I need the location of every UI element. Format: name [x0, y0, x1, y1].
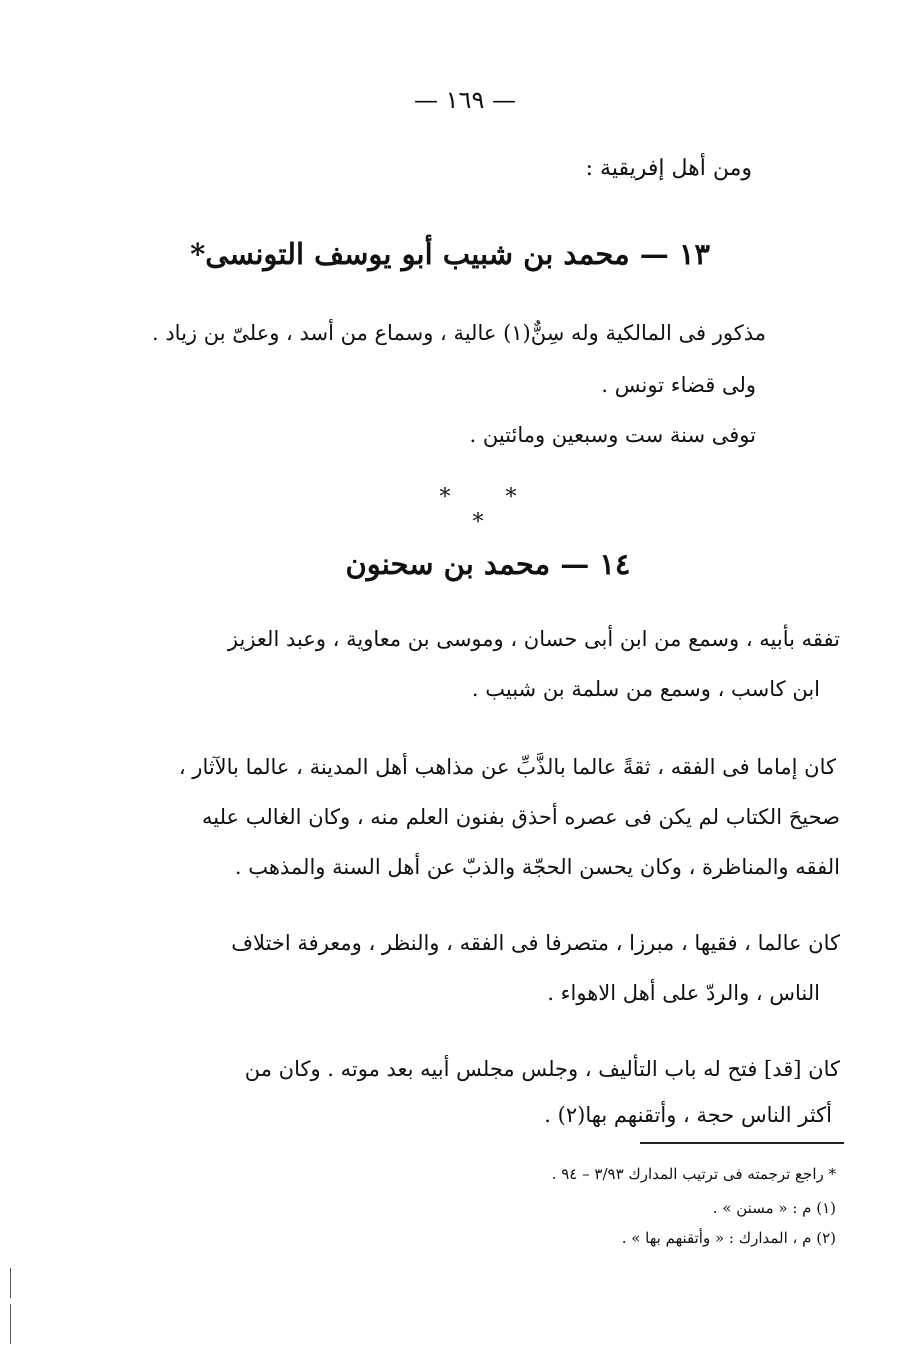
entry-14-line-4: صحيحَ الكتاب لم يكن فى عصره أحذق بفنون العلم منه ، وكان الغالب عليه [201, 805, 840, 829]
entry-14-line-1: تفقه بأبيه ، وسمع من ابن أبى حسان ، وموسى بن معاوية ، وعبد العزيز [227, 627, 840, 651]
entry-14-line-2: ابن كاسب ، وسمع من سلمة بن شبيب . [471, 677, 820, 701]
scan-margin-mark [10, 1268, 11, 1298]
footnote-rule [640, 1142, 844, 1144]
entry-14-line-6: كان عالما ، فقيها ، مبرزا ، متصرفا فى الفقه ، والنظر ، ومعرفة اختلاف [231, 931, 840, 955]
entry-14-heading: ١٤ — محمد بن سحنون [345, 547, 631, 581]
footnote-2: (٢) م ، المدارك : « وأتقنهم بها » . [621, 1229, 836, 1247]
intro-line: ومن أهل إفريقية : [585, 156, 752, 181]
scan-margin-mark [10, 1304, 11, 1344]
footnote-1: (١) م : « مسنن » . [712, 1199, 836, 1217]
section-separator: * * * [439, 485, 541, 535]
page-number: — ١٦٩ — [414, 86, 516, 114]
footnote-source: * راجع ترجمته فى ترتيب المدارك ٣/٩٣ – ٩٤ . [551, 1165, 836, 1183]
entry-14-line-9: أكثر الناس حجة ، وأتقنهم بها(٢) . [544, 1103, 832, 1127]
entry-13-line-1: مذكور فى المالكية وله سِنٌّ(١) عالية ، وسماع من أسد ، وعلىّ بن زياد . [151, 321, 766, 345]
entry-14-line-3: كان إماما فى الفقه ، ثقةً عالما بالذَّبِّ عن مذاهب أهل المدينة ، عالما بالآثار ، [178, 755, 836, 779]
entry-13-line-2: ولى قضاء تونس . [601, 373, 756, 397]
entry-13-line-3: توفى سنة ست وسبعين ومائتين . [469, 423, 756, 447]
entry-14-line-7: الناس ، والردّ على أهل الاهواء . [547, 981, 820, 1005]
entry-14-line-5: الفقه والمناظرة ، وكان يحسن الحجّة والذبّ عن أهل السنة والمذهب . [234, 855, 840, 879]
entry-14-line-8: كان [قد] فتح له باب التأليف ، وجلس مجلس أبيه بعد موته . وكان من [244, 1057, 840, 1081]
entry-13-heading: ١٣ — محمد بن شبيب أبو يوسف التونسى* [190, 237, 710, 271]
